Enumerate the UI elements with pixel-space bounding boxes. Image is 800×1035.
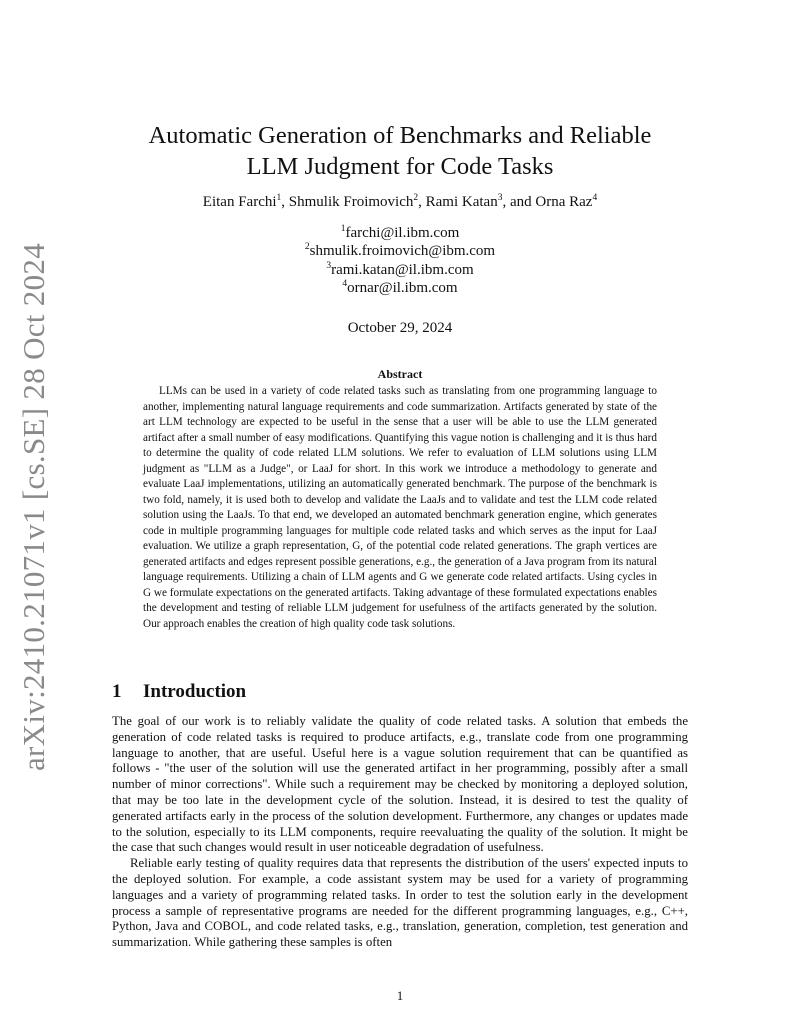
paper-date: October 29, 2024 <box>347 320 453 336</box>
author-affiliation-mark: 3 <box>497 193 503 203</box>
section-heading-introduction <box>112 680 692 704</box>
email-line <box>200 242 600 260</box>
introduction-body <box>112 714 688 951</box>
author-affiliation-mark: 1 <box>276 193 282 203</box>
email-address[interactable]: rami.katan@il.ibm.com <box>331 261 474 278</box>
email-address[interactable]: ornar@il.ibm.com <box>347 279 458 296</box>
author-name: Shmulik Froimovich <box>288 194 414 210</box>
email-address[interactable]: shmulik.froimovich@ibm.com <box>309 243 496 260</box>
arxiv-identifier[interactable]: arXiv:2410.21071v1 [cs.SE] 28 Oct 2024 <box>16 242 51 772</box>
abstract-heading: Abstract <box>377 367 423 381</box>
email-line <box>200 279 600 297</box>
body-paragraph: The goal of our work is to reliably validate the quality of code related tasks. A solution that embeds the generation of code related tasks is required to produce artifacts, e.g., translate code from one programming language to another, that are useful. Useful here is a vague solution requirement that can be quantified as follows - "the user of the solution will use the generated artifact in her programming, possibly after a small number of minor corrections". While such a requirement may be checked by monitoring a deployed solution, that may be too late in the development cycle of the solution. Instead, it is desired to test the quality of generated artifacts early in the process of the solution development. Furthermore, any changes or updates made to the solution, especially to its LLM components, require reevaluating the quality of the solution. It might be the case that such changes would result in user noticeable degradation of usefulness. <box>112 714 688 855</box>
email-mark: 2 <box>304 242 310 253</box>
author-list <box>110 192 690 212</box>
page-number: 1 <box>396 988 404 1003</box>
author-affiliation-mark: 4 <box>592 193 598 203</box>
author-affiliation-mark: 2 <box>413 193 419 203</box>
author-separator: , and <box>502 194 536 210</box>
abstract-text: LLMs can be used in a variety of code related tasks such as translating from one programming language to another, implementing natural language requirements and code summarization. Artifacts generated by state of the art LLM technology are expected to be useful in the sense that a user will be able to use the LLM generated artifact after a small number of easy modifications. Quantifying this vague notion is challenging and it is thus hard to determine the quality of code related LLM solutions. We refer to evaluation of LLM solutions using LLM judgment as "LLM as a Judge", or LaaJ for short. In this work we introduce a methodology to generate and evaluate LaaJ implementations, utilizing an automatically generated benchmark. The purpose of the benchmark is two fold, namely, it is used both to develop and validate the LaaJs and to validate and test the LLM code related solution using the LaaJs. To that end, we developed an automated benchmark generation engine, which generates code in multiple programming languages for multiple code related tasks and which serves as the input for LaaJ evaluation. We utilize a graph representation, G, of the potential code related generations. The graph vertices are generated artifacts and edges represent possible generations, e.g., the generation of a Java program from its natural language requirements. Utilizing a chain of LLM agents and G we generate code related artifacts. Using cycles in G we formulate expectations on the generated artifacts. Taking advantage of these formulated expectations enables the development and testing of reliable LLM judgement for usefulness of the artifacts generated by the solution. Our approach enables the creation of high quality code task solutions. <box>143 385 657 630</box>
email-line <box>200 224 600 242</box>
author-name: Eitan Farchi <box>202 194 277 210</box>
email-mark: 1 <box>340 224 346 234</box>
section-number: 1 <box>112 681 122 702</box>
arxiv-sidebar <box>0 0 70 1035</box>
body-paragraph: Reliable early testing of quality requires data that represents the distribution of the users' expected inputs to the deployed solution. For example, a code assistant system may be used for a variety of programming languages and a variety of programming related tasks. In order to test the solution early in the development process a sample of representative programs are needed for the different programming languages, e.g., C++, Python, Java and COBOL, and code related tasks, e.g., translation, generation, completion, test generation and summarization. While gathering these samples is often <box>112 856 688 950</box>
section-title: Introduction <box>143 681 247 702</box>
author-name: Orna Raz <box>535 194 593 210</box>
email-mark: 4 <box>342 278 348 289</box>
email-mark: 3 <box>326 260 332 271</box>
email-line <box>200 261 600 279</box>
author-name: Rami Katan <box>425 194 498 210</box>
author-separator: , <box>281 194 289 210</box>
email-address[interactable]: farchi@il.ibm.com <box>345 225 460 241</box>
email-list <box>200 224 600 297</box>
author-separator: , <box>418 194 426 210</box>
paper-title: Automatic Generation of Benchmarks and Reliable LLM Judgment for Code Tasks <box>148 122 652 180</box>
